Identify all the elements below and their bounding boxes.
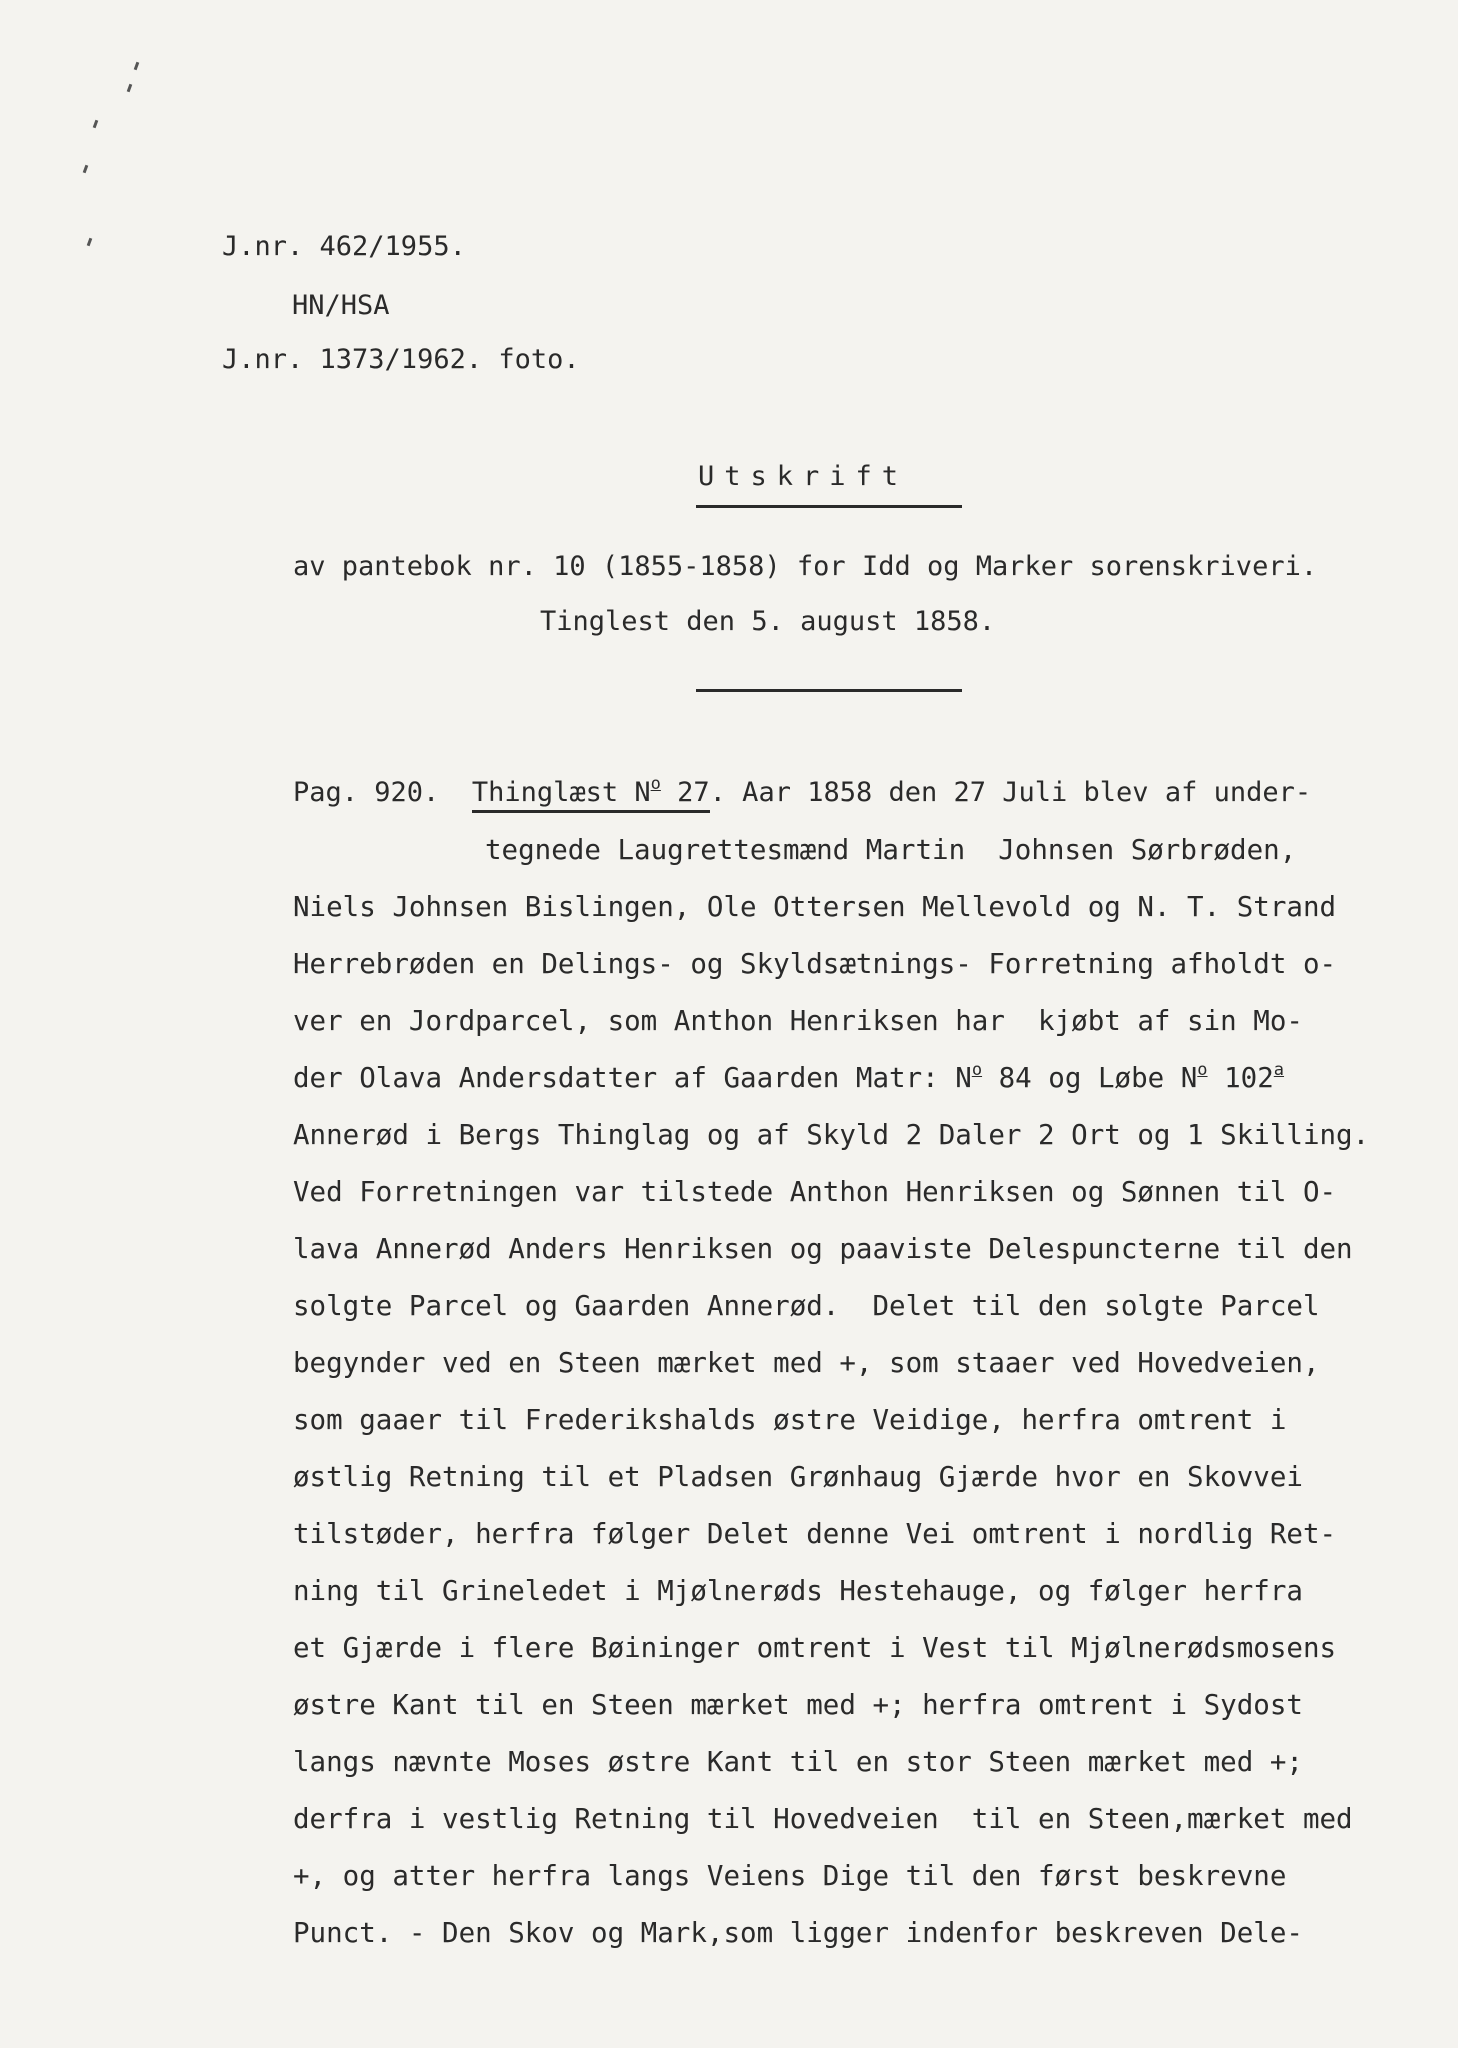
body-line: tilstøder, herfra følger Delet denne Vei omtrent i nordlig Ret- (293, 1518, 1337, 1550)
body-line: Ved Forretningen var tilstede Anthon Henriksen og Sønnen til O- (293, 1176, 1337, 1208)
lobe-sup: o (1197, 1060, 1208, 1080)
lobe-letter-sup: a (1273, 1060, 1285, 1080)
body-line: derfra i vestlig Retning til Hovedveien til en Steen,mærket med (293, 1803, 1353, 1835)
thinglaest-num: 27 (677, 777, 710, 808)
matr-mid: 84 og Løbe N (982, 1062, 1198, 1094)
body-line: Annerød i Bergs Thinglag og af Skyld 2 Daler 2 Ort og 1 Skilling. (293, 1119, 1370, 1151)
body-line: tegnede Laugrettesmænd Martin Johnsen Sørbrøden, (485, 834, 1297, 866)
body-line: et Gjærde i flere Bøininger omtrent i Vest til Mjølnerødsmosens (293, 1632, 1337, 1664)
thinglaest-label: Thinglæst N (471, 777, 651, 808)
body-line: ver en Jordparcel, som Anthon Henriksen har kjøbt af sin Mo- (293, 1005, 1303, 1037)
no-superscript: o (650, 774, 661, 794)
initials: HN/HSA (292, 290, 390, 321)
document-title: Utskrift (698, 461, 909, 492)
matr-sup: o (971, 1060, 983, 1080)
body-line: Niels Johnsen Bislingen, Ole Ottersen Mellevold og N. T. Strand (293, 891, 1337, 923)
body-line: østre Kant til en Steen mærket med +; herfra omtrent i Sydost (293, 1689, 1303, 1721)
journal-number-2: J.nr. 1373/1962. foto. (222, 344, 580, 375)
body-line: +, og atter herfra langs Veiens Dige til den først beskrevne (293, 1860, 1287, 1892)
journal-number-1: J.nr. 462/1955. (222, 231, 466, 262)
margin-mark (83, 165, 89, 174)
body-line: som gaaer til Frederikshalds østre Veidige, herfra omtrent i (293, 1404, 1287, 1436)
title-underline (696, 505, 962, 508)
body-line: Punct. - Den Skov og Mark,som ligger indenfor beskreven Dele- (293, 1917, 1303, 1949)
entry-first-line (293, 776, 1311, 810)
entry-first-line-rest: . Aar 1858 den 27 Juli blev af under- (709, 777, 1312, 808)
section-divider (696, 689, 962, 692)
body-line: solgte Parcel og Gaarden Annerød. Delet til den solgte Parcel (293, 1290, 1320, 1322)
subtitle-tinglest: Tinglest den 5. august 1858. (540, 606, 996, 637)
body-line: ning til Grineledet i Mjølnerøds Hestehauge, og følger herfra (293, 1575, 1303, 1607)
body-line: Herrebrøden en Delings- og Skyldsætnings- Forretning afholdt o- (293, 948, 1337, 980)
margin-mark (93, 120, 99, 129)
body-line-matr (293, 1061, 1284, 1095)
body-line: begynder ved en Steen mærket med +, som staaer ved Hovedveien, (293, 1347, 1320, 1379)
margin-mark (87, 238, 93, 247)
subtitle-pantebok: av pantebok nr. 10 (1855-1858) for Idd og Marker sorenskriveri. (293, 551, 1318, 582)
body-line: langs nævnte Moses østre Kant til en stor Steen mærket med +; (293, 1746, 1303, 1778)
margin-mark (134, 62, 140, 71)
lobe-number: 102 (1207, 1062, 1274, 1094)
matr-text: der Olava Andersdatter af Gaarden Matr: N (293, 1062, 972, 1094)
thinglaest-number (471, 774, 710, 813)
page-reference: Pag. 920. (293, 777, 440, 808)
body-line: østlig Retning til et Pladsen Grønhaug Gjærde hvor en Skovvei (293, 1461, 1303, 1493)
margin-mark (127, 84, 133, 93)
body-line: lava Annerød Anders Henriksen og paaviste Delespuncterne til den (293, 1233, 1353, 1265)
